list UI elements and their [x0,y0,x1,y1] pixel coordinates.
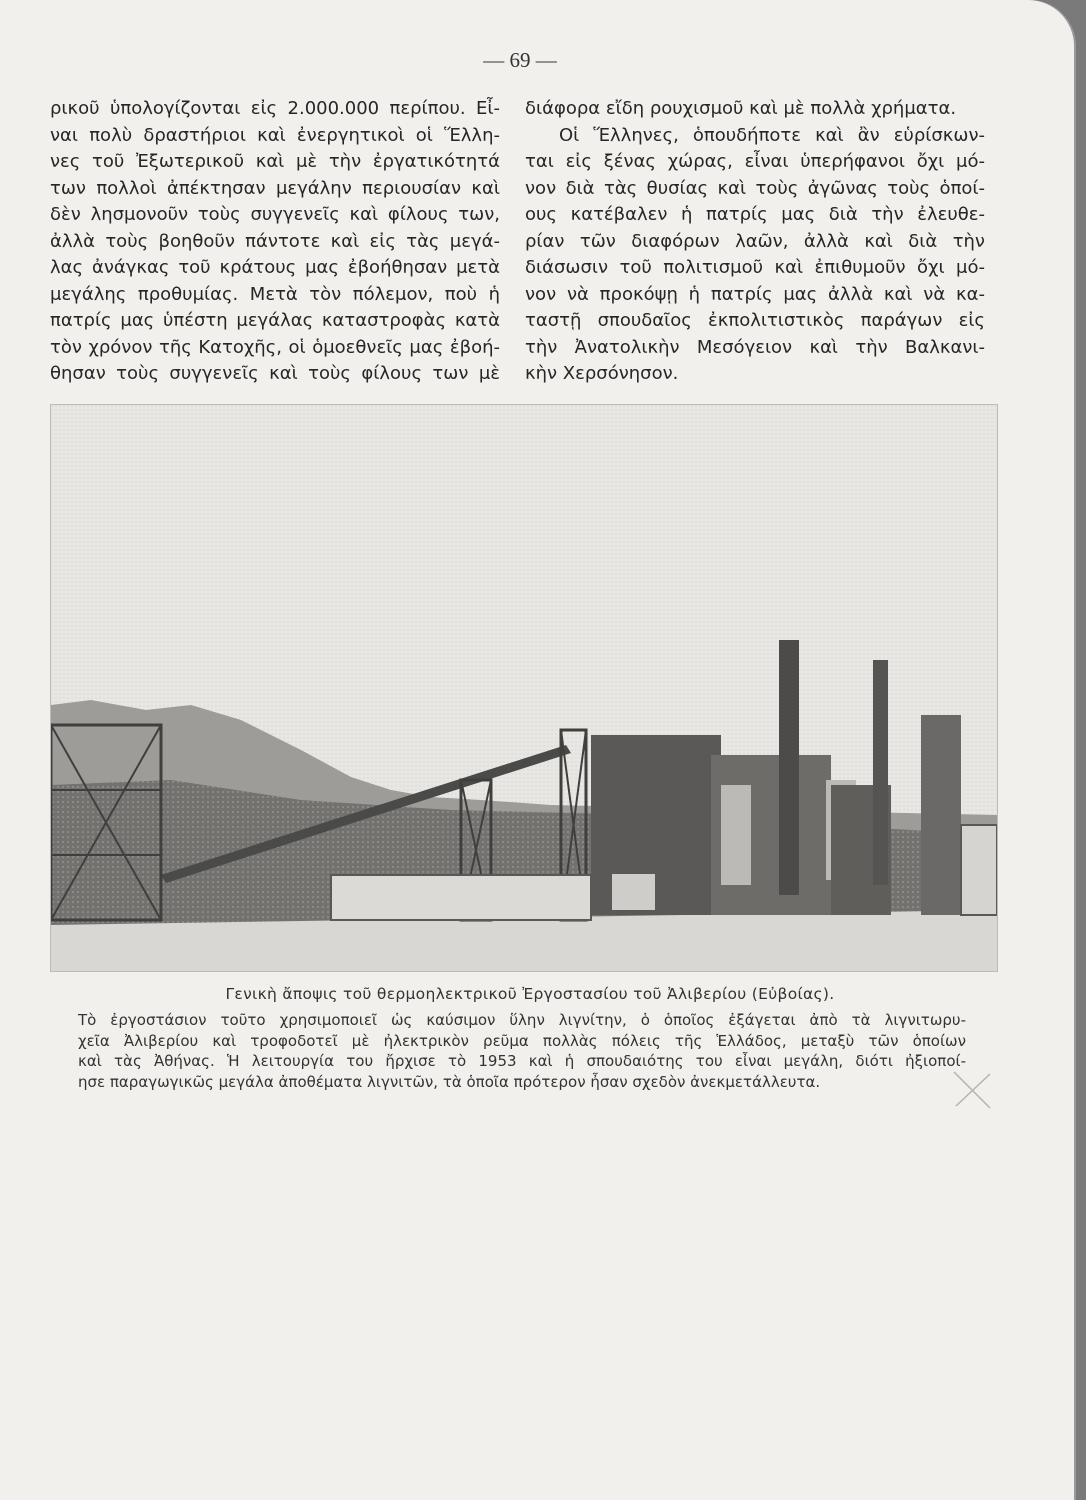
chimney-1 [779,640,799,895]
right-line-11: κὴν Χερσόνησον. [525,363,679,384]
left-line-6: ἀλλὰ τοὺς βοηθοῦν πάντοτε καὶ εἰς τὰς μεγά- [50,230,500,252]
left-line-11: θησαν τοὺς συγγενεῖς καὶ τοὺς φίλους των μὲ [50,363,500,384]
right-text-column [525,96,985,388]
left-line-4: των πολλοὶ ἀπέκτησαν μεγάλην περιουσίαν καὶ [50,177,500,199]
chimney-2 [873,660,888,885]
right-line-7: διάσωσιν τοῦ πολιτισμοῦ καὶ ἐπιθυμοῦν ὄχι μό- [525,257,985,278]
left-line-8: μεγάλης προθυμίας. Μετὰ τὸν πόλεμον, ποὺ ἡ [50,283,500,305]
left-line-2: ναι πολὺ δραστήριοι καὶ ἐνεργητικοὶ οἱ Ἕλλη- [50,124,500,146]
right-line-5: ους κατέβαλεν ἡ πατρίς μας διὰ τὴν ἐλευθε- [525,204,985,225]
left-line-3: νες τοῦ Ἐξωτερικοῦ καὶ μὲ τὴν ἐργατικότητά [50,151,500,172]
pencil-cross-mark [950,1068,994,1112]
right-line-10: τὴν Ἀνατολικὴν Μεσόγειον καὶ τὴν Βαλκανι- [525,336,985,358]
power-plant-photo [50,404,998,972]
right-line-9: ταστῇ σπουδαῖος ἐκπολιτιστικὸς παράγων εἰς [525,310,985,331]
left-line-1: ρικοῦ ὑπολογίζονται εἰς 2.000.000 περίπου. Εἶ- [50,98,500,119]
caption-line-4: ησε παραγωγικῶς μεγάλα ἀποθέματα λιγνιτῶν, τὰ ὁποῖα πρότερον ἦσαν σχεδὸν ἀνεκμετάλλευτα. [78,1072,821,1091]
left-line-7: λας ἀνάγκας τοῦ κράτους μας ἐβοήθησαν μετὰ [50,257,500,278]
caption-line-1: Τὸ ἐργοστάσιον τοῦτο χρησιμοποιεῖ ὡς καύσιμον ὕλην λιγνίτην, ὁ ὁποῖος ἐξάγεται ἀπὸ τὰ λιγνιτωρυ- [78,1011,966,1029]
left-line-10: τὸν χρόνον τῆς Κατοχῆς, οἱ ὁμοεθνεῖς μας ἐβοή- [50,336,500,358]
left-line-9: πατρίς μας ὑπέστη μεγάλας καταστροφὰς κατὰ [50,310,500,331]
figure-caption-body [78,1010,966,1092]
caption-line-3: καὶ τὰς Ἀθήνας. Ἡ λειτουργία του ἤρχισε τὸ 1953 καὶ ἡ σπουδαιότης του εἶναι μεγάλη, διότι ἠξιοποί- [78,1052,966,1070]
right-line-3: ται εἰς ξένας χώρας, εἶναι ὑπερήφανοι ὄχι μό- [525,151,985,172]
low-building [331,875,591,920]
page-number: — 69 — [483,48,557,72]
right-line-1: διάφορα εἴδη ρουχισμοῦ καὶ μὲ πολλὰ χρήματα. [525,98,957,119]
power-plant-illustration [51,405,997,971]
right-line-2: Οἱ Ἕλληνες, ὁπουδήποτε καὶ ἂν εὑρίσκων- [559,124,985,146]
right-line-4: νον διὰ τὰς θυσίας καὶ τοὺς ἀγῶνας τοὺς ὁποί- [525,177,985,199]
figure-caption-title: Γενικὴ ἄποψις τοῦ θερμοηλεκτρικοῦ Ἐργοστασίου τοῦ Ἀλιβερίου (Εὐβοίας). [225,985,835,1003]
right-line-6: ρίαν τῶν διαφόρων λαῶν, ἀλλὰ καὶ διὰ τὴν [525,230,985,252]
cooling-tower [921,715,961,915]
left-line-5: δὲν λησμονοῦν τοὺς συγγενεῖς καὶ φίλους των, [50,204,500,225]
right-line-8: νον νὰ προκόψῃ ἡ πατρίς μας ἀλλὰ καὶ νὰ κα- [525,283,985,305]
caption-line-2: χεῖα Ἀλιβερίου καὶ τροφοδοτεῖ μὲ ἠλεκτρικὸν ρεῦμα πολλὰς πόλεις τῆς Ἑλλάδος, μεταξὺ τῶν ὁποίων [78,1031,966,1050]
left-text-column [50,96,500,388]
